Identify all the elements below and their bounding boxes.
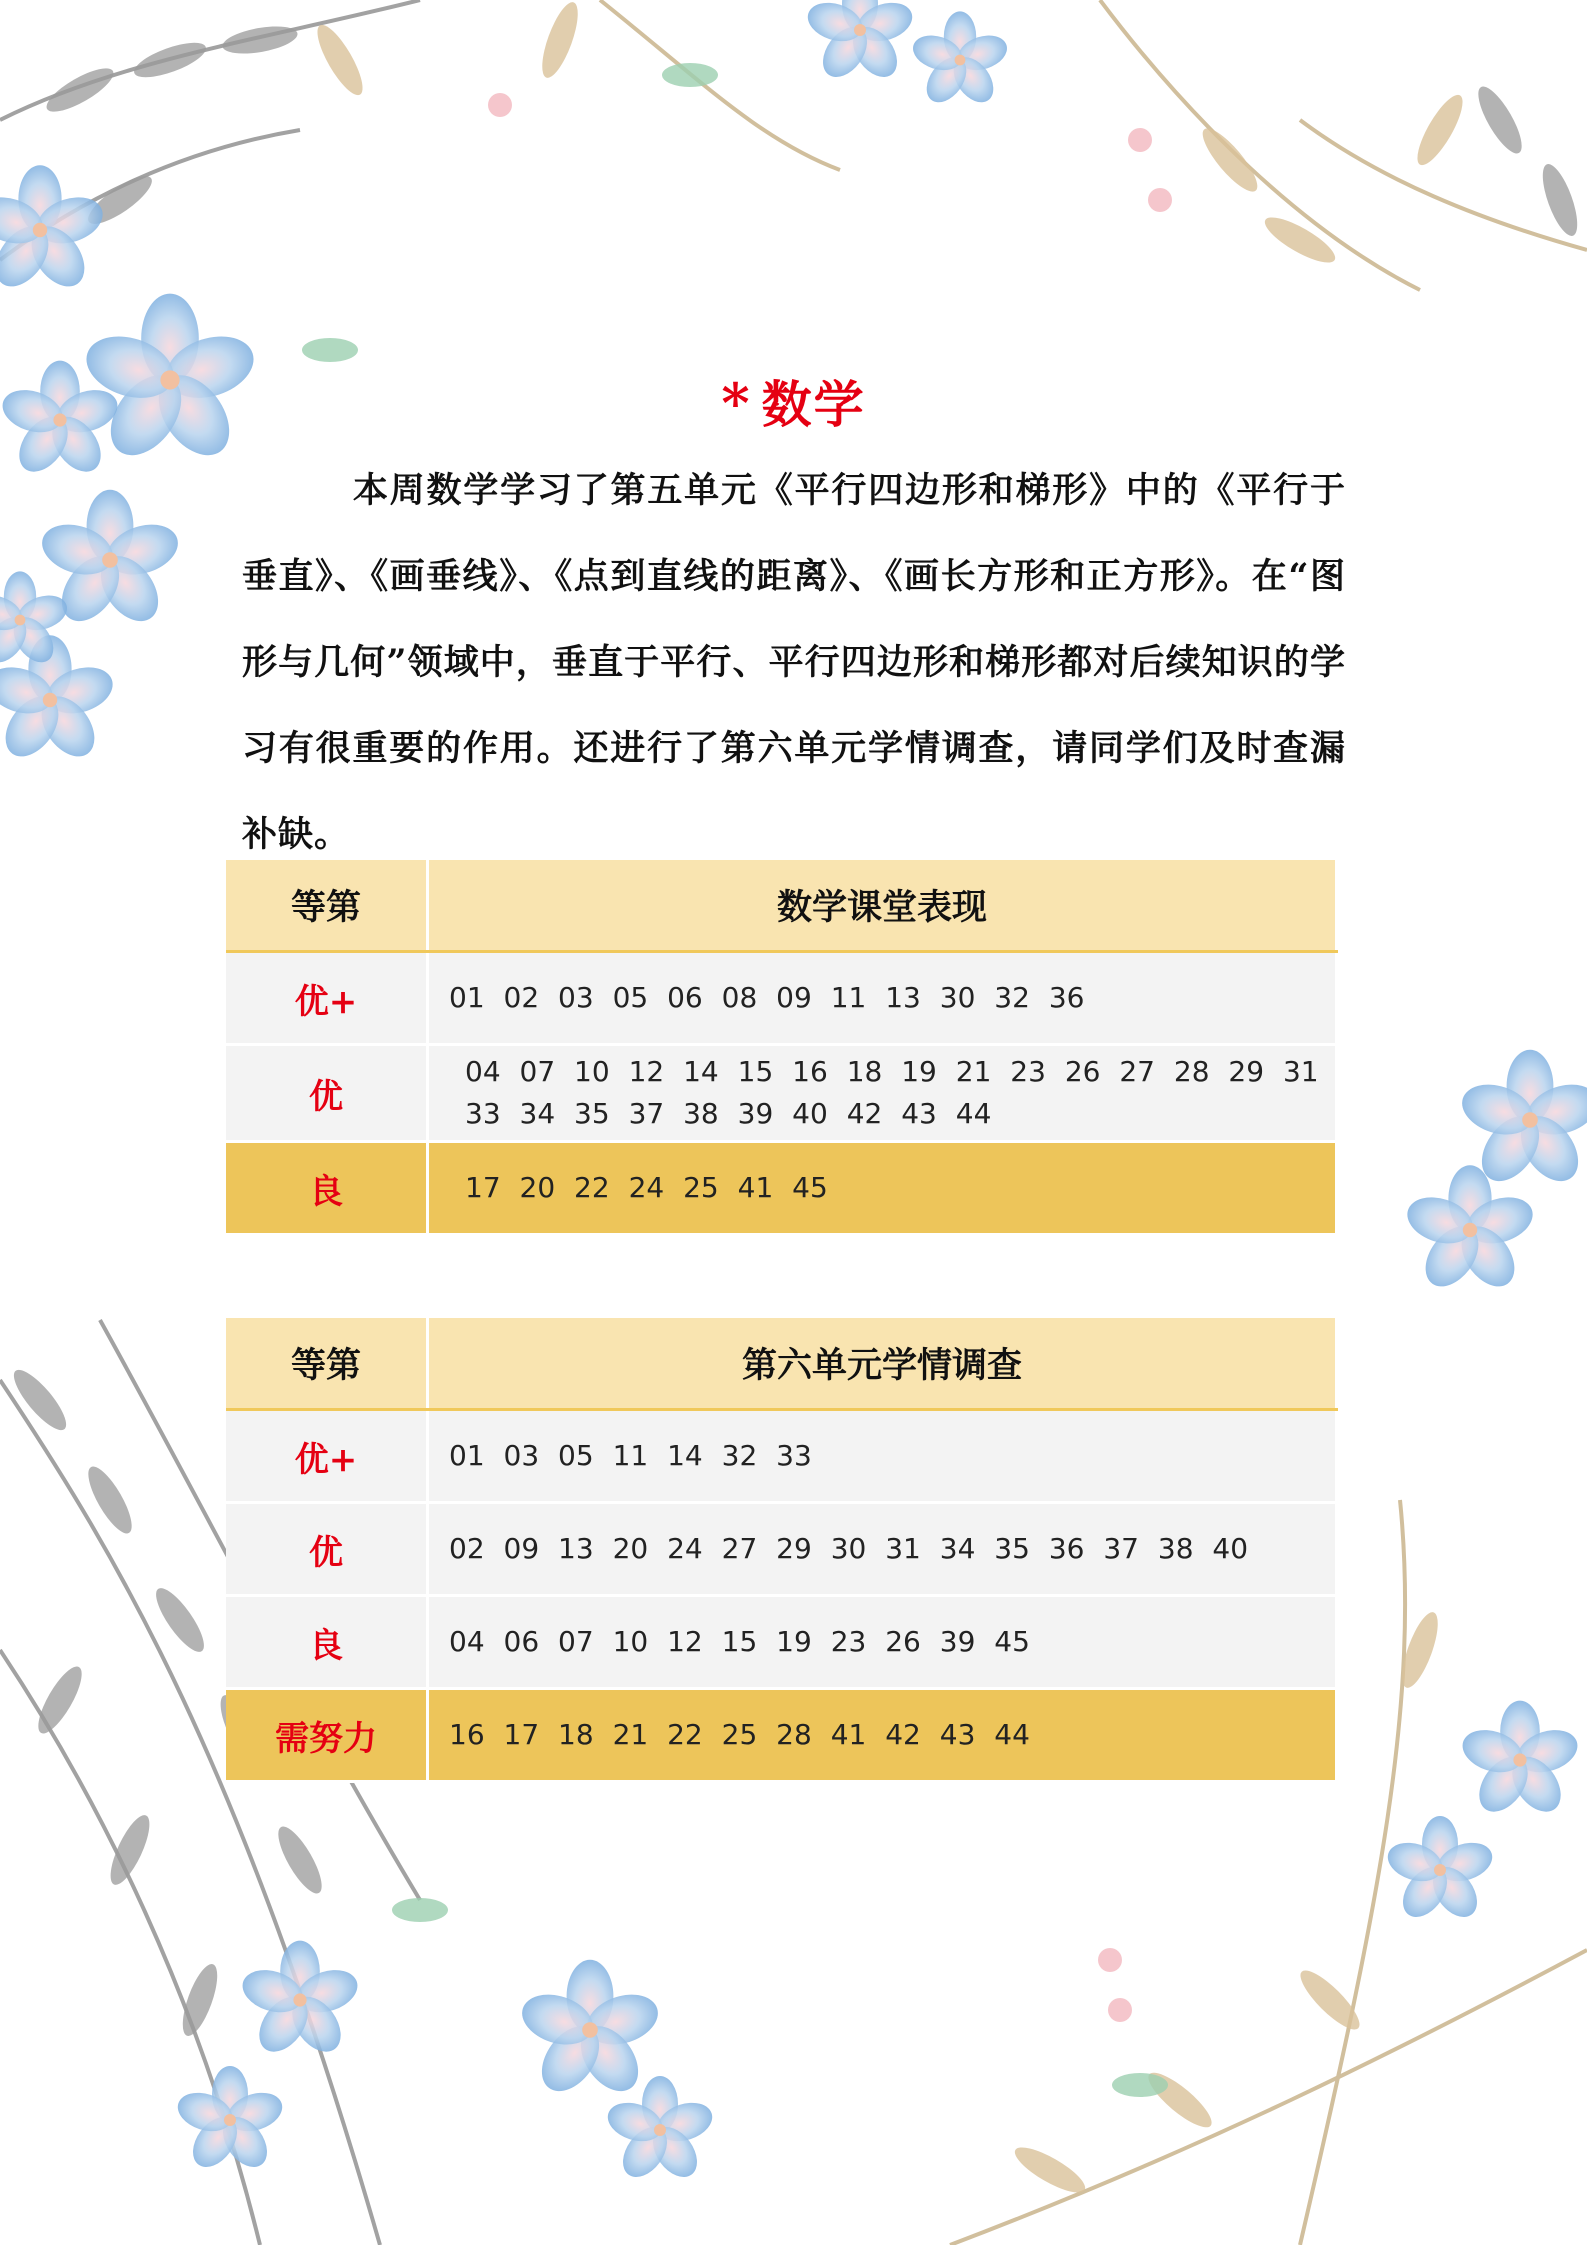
table-row bbox=[226, 1410, 1337, 1503]
table-row bbox=[226, 1503, 1337, 1596]
classroom-performance-table bbox=[226, 860, 1338, 1236]
summary-paragraph bbox=[242, 448, 1346, 878]
grade-label: 优 bbox=[226, 1045, 428, 1142]
table-row bbox=[226, 1045, 1337, 1142]
table-row bbox=[226, 1596, 1337, 1689]
table-title-header: 第六单元学情调查 bbox=[428, 1318, 1337, 1410]
grade-label: 良 bbox=[226, 1596, 428, 1689]
summary-text: 本周数学学习了第五单元《平行四边形和梯形》中的《平行于垂直》、《画垂线》、《点到直线的距离》、《画长方形和正方形》。在“图形与几何”领域中，垂直于平行、平行四边形和梯形都对后续知识的学习有很重要的作用。还进行了第六单元学情调查，请同学们及时查漏补缺。 bbox=[242, 470, 1346, 855]
grade-label: 需努力 bbox=[226, 1689, 428, 1782]
table-header bbox=[226, 860, 1337, 952]
table-row bbox=[226, 952, 1337, 1045]
star-icon: * bbox=[721, 371, 752, 435]
student-numbers: 04 07 10 12 14 15 16 18 19 21 23 26 27 28 29 31 33 34 35 37 38 39 40 42 43 44 bbox=[428, 1045, 1337, 1142]
student-numbers: 04 06 07 10 12 15 19 23 26 39 45 bbox=[428, 1596, 1337, 1689]
student-numbers: 01 03 05 11 14 32 33 bbox=[428, 1410, 1337, 1503]
section-title bbox=[0, 365, 1587, 437]
student-numbers: 02 09 13 20 24 27 29 30 31 34 35 36 37 38 40 bbox=[428, 1503, 1337, 1596]
table-header bbox=[226, 1318, 1337, 1410]
table-row bbox=[226, 1142, 1337, 1235]
student-numbers: 01 02 03 05 06 08 09 11 13 30 32 36 bbox=[428, 952, 1337, 1045]
student-numbers: 17 20 22 24 25 41 45 bbox=[428, 1142, 1337, 1235]
grade-column-header: 等第 bbox=[226, 860, 428, 952]
table-row bbox=[226, 1689, 1337, 1782]
unit-six-survey-table bbox=[226, 1318, 1338, 1783]
title-text: 数学 bbox=[761, 375, 866, 434]
table-title-header: 数学课堂表现 bbox=[428, 860, 1337, 952]
grade-label: 优 bbox=[226, 1503, 428, 1596]
student-numbers: 16 17 18 21 22 25 28 41 42 43 44 bbox=[428, 1689, 1337, 1782]
grade-column-header: 等第 bbox=[226, 1318, 428, 1410]
grade-label: 良 bbox=[226, 1142, 428, 1235]
grade-label: 优+ bbox=[226, 952, 428, 1045]
grade-label: 优+ bbox=[226, 1410, 428, 1503]
